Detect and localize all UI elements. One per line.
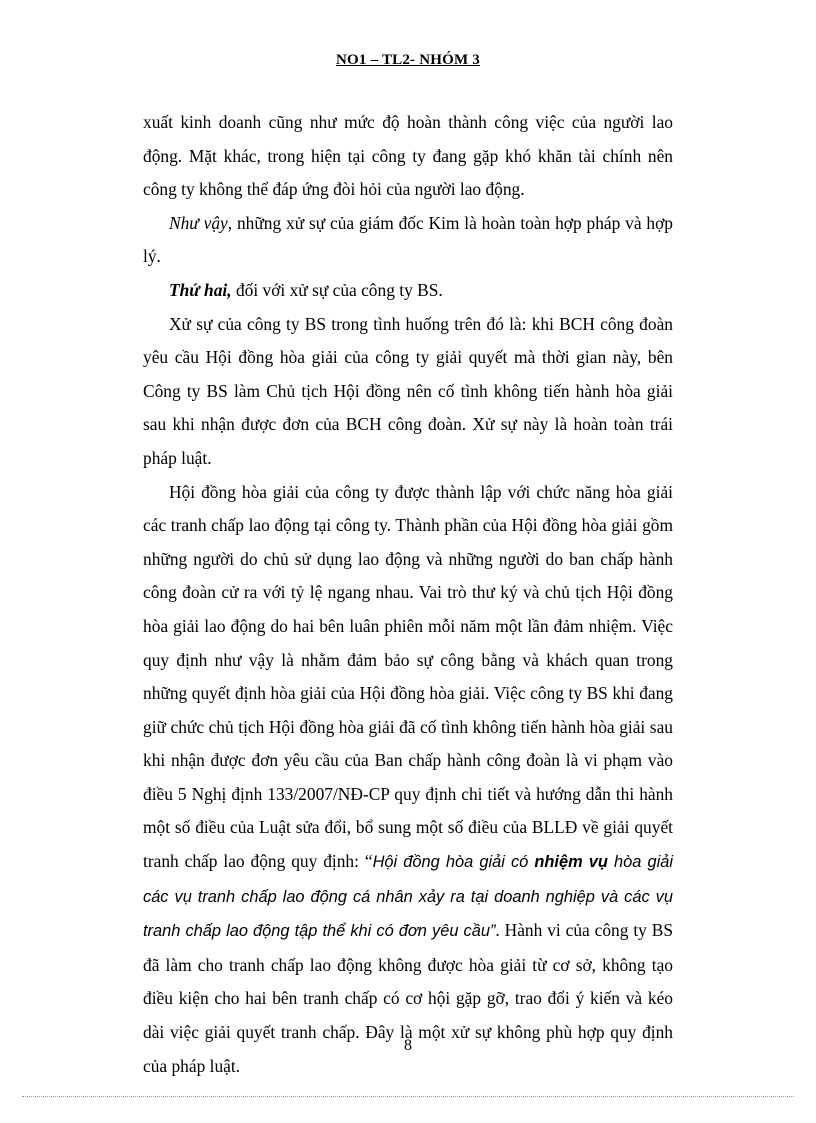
paragraph-second-point — [143, 274, 673, 308]
paragraph-continuation: xuất kinh doanh cũng như mức độ hoàn thành công việc của người lao động. Mặt khác, trong hiện tại công ty đang gặp khó khăn tài chính nên công ty không thể đáp ứng đòi hỏi của người lao động. — [143, 112, 673, 200]
lead-phrase: Như vậy — [169, 212, 228, 233]
lead-phrase: Thứ hai, — [169, 279, 232, 300]
page-number: 8 — [404, 1037, 412, 1054]
paragraph-text: . Hành vi của công ty BS đã làm cho tranh chấp lao động không được hòa giải từ cơ sở, không tạo điều kiện cho hai bên tranh chấp có cơ hội gặp gỡ, trao đổi ý kiến và kéo dài việc giải quyết tranh chấp. Đây là một xử sự không phù hợp quy định của pháp luật. — [143, 920, 673, 1076]
footer-divider — [22, 1096, 794, 1097]
quote-text: Hội đồng hòa giải có — [372, 853, 535, 872]
document-body — [143, 106, 673, 1083]
paragraph-text: Hội đồng hòa giải của công ty được thành lập với chức năng hòa giải các tranh chấp lao động tại công ty. Thành phần của Hội đồng hòa giải gồm những người do chủ sử dụng lao động và những người do ban chấp hành công đoàn cử ra với tỷ lệ ngang nhau. Vai trò thư ký và chủ tịch Hội đồng hòa giải lao động do hai bên luân phiên mỗi năm một lần đảm nhiệm. Việc quy định như vậy là nhằm đảm bảo sự công bằng và khách quan trong những quyết định hòa giải của Hội đồng hòa giải. Việc công ty BS khi đang giữ chức chủ tịch Hội đồng hòa giải đã cố tình không tiến hành hòa giải sau khi nhận được đơn yêu cầu của Ban chấp hành công đoàn là vi phạm vào điều 5 Nghị định 133/2007/NĐ-CP quy định chi tiết và hướng dẫn thi hành một số điều của Luật sửa đổi, bổ sung một số điều của BLLĐ về giải quyết tranh chấp lao động quy định: “ — [143, 481, 673, 872]
paragraph-text: , những xử sự của giám đốc Kim là hoàn toàn hợp pháp và hợp lý. — [143, 212, 674, 267]
page-header: NO1 – TL2- NHÓM 3 — [336, 52, 480, 68]
paragraph-text: đối với xử sự của công ty BS. — [231, 279, 443, 300]
paragraph-analysis: Xử sự của công ty BS trong tình huống trên đó là: khi BCH công đoàn yêu cầu Hội đồng hòa giải của công ty giải quyết mà thời gian này, bên Công ty BS làm Chủ tịch Hội đồng nên cố tình không tiến hành hòa giải sau khi nhận được đơn của BCH công đoàn. Xử sự này là hoàn toàn trái pháp luật. — [143, 313, 673, 468]
quote-emphasis: nhiệm vụ — [534, 853, 608, 872]
quote-text: hòa giải các vụ tranh chấp lao động cá nhân xảy ra tại doanh nghiệp và các vụ tranh chấp lao động tập thể khi có đơn yêu cầu” — [143, 853, 673, 941]
paragraph-conclusion — [143, 207, 673, 274]
paragraph-legal-basis — [143, 476, 673, 1084]
